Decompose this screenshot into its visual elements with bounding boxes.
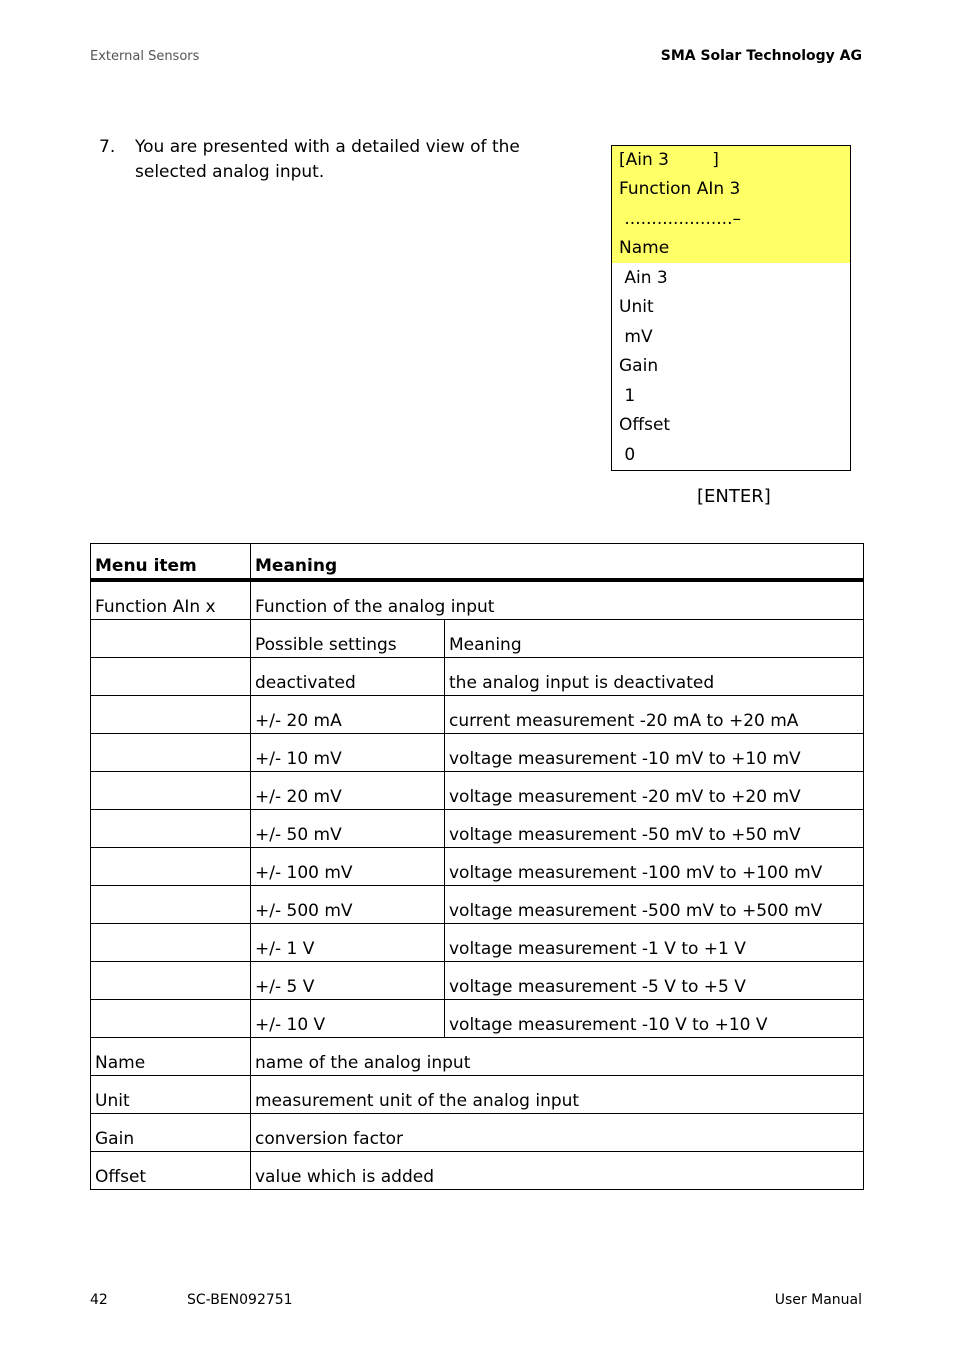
- setting-cell: +/- 100 mV: [251, 848, 445, 886]
- table-row: [91, 1038, 864, 1076]
- table-row: [91, 962, 864, 1000]
- meaning-cell: measurement unit of the analog input: [251, 1076, 864, 1114]
- setting-cell: +/- 500 mV: [251, 886, 445, 924]
- display-line: 1: [619, 386, 636, 406]
- display-line: Function AIn 3: [619, 179, 741, 199]
- display-line: mV: [619, 327, 653, 347]
- setting-meaning-cell: the analog input is deactivated: [445, 658, 864, 696]
- document-id: SC-BEN092751: [187, 1292, 293, 1308]
- display-line: Name: [619, 238, 670, 258]
- subheader-meaning: Meaning: [445, 620, 864, 658]
- setting-meaning-cell: voltage measurement -20 mV to +20 mV: [445, 772, 864, 810]
- menu-item-cell: [91, 620, 251, 658]
- table-header-row: [91, 544, 864, 581]
- header-section: External Sensors: [90, 49, 200, 64]
- display-line: Offset: [619, 415, 671, 435]
- setting-cell: +/- 10 mV: [251, 734, 445, 772]
- table-row: [91, 1000, 864, 1038]
- header-company: SMA Solar Technology AG: [660, 48, 862, 64]
- meaning-cell: Function of the analog input: [251, 580, 864, 620]
- column-header-menu-item: Menu item: [91, 544, 251, 581]
- step-text: You are presented with a detailed view of the selected analog input.: [135, 137, 520, 182]
- display-line: 0: [619, 445, 636, 465]
- device-display: [611, 145, 851, 471]
- setting-cell: +/- 10 V: [251, 1000, 445, 1038]
- setting-meaning-cell: voltage measurement -5 V to +5 V: [445, 962, 864, 1000]
- setting-meaning-cell: voltage measurement -50 mV to +50 mV: [445, 810, 864, 848]
- page-number: 42: [90, 1292, 108, 1308]
- display-line: Gain: [619, 356, 659, 376]
- setting-cell: +/- 5 V: [251, 962, 445, 1000]
- setting-cell: +/- 50 mV: [251, 810, 445, 848]
- step-number: 7.: [99, 137, 116, 157]
- table-row: [91, 658, 864, 696]
- table-row: [91, 1076, 864, 1114]
- table-row: [91, 886, 864, 924]
- table-row: [91, 580, 864, 620]
- display-line: ....................–: [619, 209, 741, 229]
- table-row: [91, 810, 864, 848]
- setting-cell: +/- 1 V: [251, 924, 445, 962]
- menu-item-cell: Name: [91, 1038, 251, 1076]
- meaning-cell: name of the analog input: [251, 1038, 864, 1076]
- menu-item-cell: Unit: [91, 1076, 251, 1114]
- enter-key-label: [ENTER]: [697, 486, 771, 507]
- meaning-cell: value which is added: [251, 1152, 864, 1190]
- table-row: [91, 924, 864, 962]
- display-line: Ain 3: [619, 268, 668, 288]
- setting-meaning-cell: voltage measurement -1 V to +1 V: [445, 924, 864, 962]
- display-line: [Ain 3 ]: [619, 150, 719, 170]
- menu-items-table: [90, 543, 864, 1190]
- menu-item-cell: Function AIn x: [91, 580, 251, 620]
- table-row: [91, 1114, 864, 1152]
- setting-cell: +/- 20 mV: [251, 772, 445, 810]
- setting-cell: +/- 20 mA: [251, 696, 445, 734]
- subheader-possible-settings: Possible settings: [251, 620, 445, 658]
- table-row: [91, 620, 864, 658]
- meaning-cell: conversion factor: [251, 1114, 864, 1152]
- setting-meaning-cell: voltage measurement -500 mV to +500 mV: [445, 886, 864, 924]
- setting-meaning-cell: current measurement -20 mA to +20 mA: [445, 696, 864, 734]
- menu-item-cell: Gain: [91, 1114, 251, 1152]
- column-header-meaning: Meaning: [251, 544, 864, 581]
- table-row: [91, 696, 864, 734]
- table-row: [91, 772, 864, 810]
- manual-type: User Manual: [774, 1292, 862, 1308]
- menu-item-cell: Offset: [91, 1152, 251, 1190]
- table-row: [91, 734, 864, 772]
- table-row: [91, 1152, 864, 1190]
- display-line: Unit: [619, 297, 654, 317]
- setting-meaning-cell: voltage measurement -100 mV to +100 mV: [445, 848, 864, 886]
- setting-meaning-cell: voltage measurement -10 V to +10 V: [445, 1000, 864, 1038]
- setting-cell: deactivated: [251, 658, 445, 696]
- setting-meaning-cell: voltage measurement -10 mV to +10 mV: [445, 734, 864, 772]
- table-row: [91, 848, 864, 886]
